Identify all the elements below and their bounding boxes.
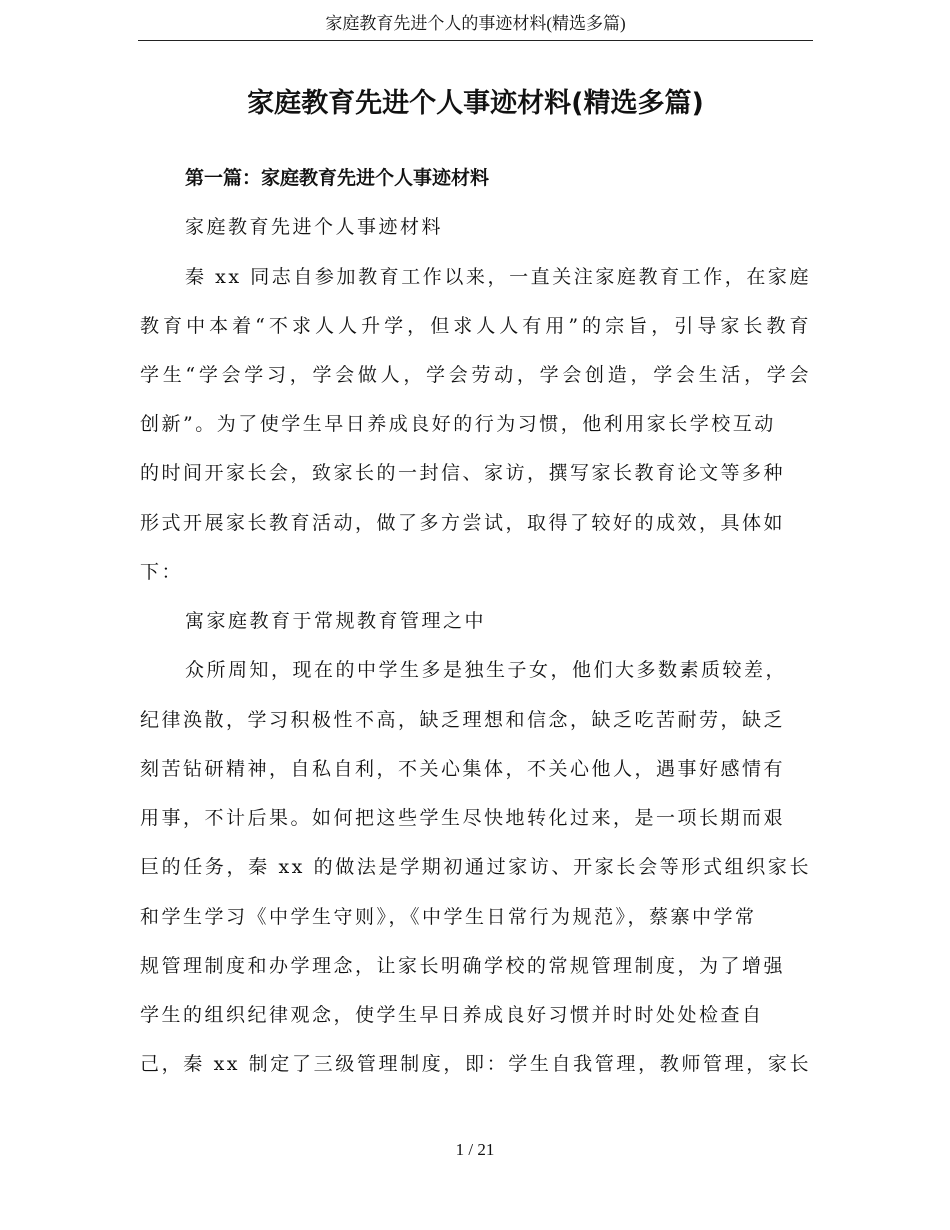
paragraph-line: 巨的任务，秦 xx 的做法是学期初通过家访、开家长会等形式组织家长 xyxy=(140,856,811,878)
running-header: 家庭教育先进个人的事迹材料(精选多篇) xyxy=(325,14,626,33)
paragraph-line: 教育中本着“不求人人升学，但求人人有用”的宗旨，引导家长教育 xyxy=(140,315,811,337)
paragraph-line: 己，秦 xx 制定了三级管理制度，即：学生自我管理，教师管理，家长 xyxy=(140,1053,811,1075)
section-heading: 第一篇：家庭教育先进个人事迹材料 xyxy=(185,167,490,189)
paragraph-line: 学生的组织纪律观念，使学生早日养成良好习惯并时时处处检查自 xyxy=(140,1004,764,1026)
paragraph-line: 规管理制度和办学理念，让家长明确学校的常规管理制度，为了增强 xyxy=(140,955,786,977)
document-title: 家庭教育先进个人事迹材料(精选多篇) xyxy=(247,88,704,119)
paragraph-line: 学生“学会学习，学会做人，学会劳动，学会创造，学会生活，学会 xyxy=(140,364,811,386)
paragraph-line: 创新”。为了使学生早日养成良好的行为习惯，他利用家长学校互动 xyxy=(140,413,776,435)
paragraph-line: 纪律涣散，学习积极性不高，缺乏理想和信念，缺乏吃苦耐劳，缺乏 xyxy=(140,709,786,731)
paragraph-line: 用事，不计后果。如何把这些学生尽快地转化过来，是一项长期而艰 xyxy=(140,807,786,829)
paragraph-line: 形式开展家长教育活动，做了多方尝试，取得了较好的成效，具体如 xyxy=(140,512,786,534)
paragraph-line: 下： xyxy=(140,561,184,583)
page-number: 1 / 21 xyxy=(455,1140,495,1159)
paragraph-line: 刻苦钻研精神，自私自利，不关心集体，不关心他人，遇事好感情有 xyxy=(140,758,786,780)
paragraph-line: 和学生学习《中学生守则》，《中学生日常行为规范》，蔡寨中学常 xyxy=(140,906,757,928)
paragraph-line: 寓家庭教育于常规教育管理之中 xyxy=(185,610,487,632)
paragraph-line: 秦 xx 同志自参加教育工作以来，一直关注家庭教育工作，在家庭 xyxy=(185,266,811,288)
header-divider xyxy=(138,40,813,41)
paragraph-line: 众所周知，现在的中学生多是独生子女，他们大多数素质较差， xyxy=(185,659,788,681)
paragraph-line: 的时间开家长会，致家长的一封信、家访，撰写家长教育论文等多种 xyxy=(140,462,786,484)
paragraph-line: 家庭教育先进个人事迹材料 xyxy=(185,216,444,238)
